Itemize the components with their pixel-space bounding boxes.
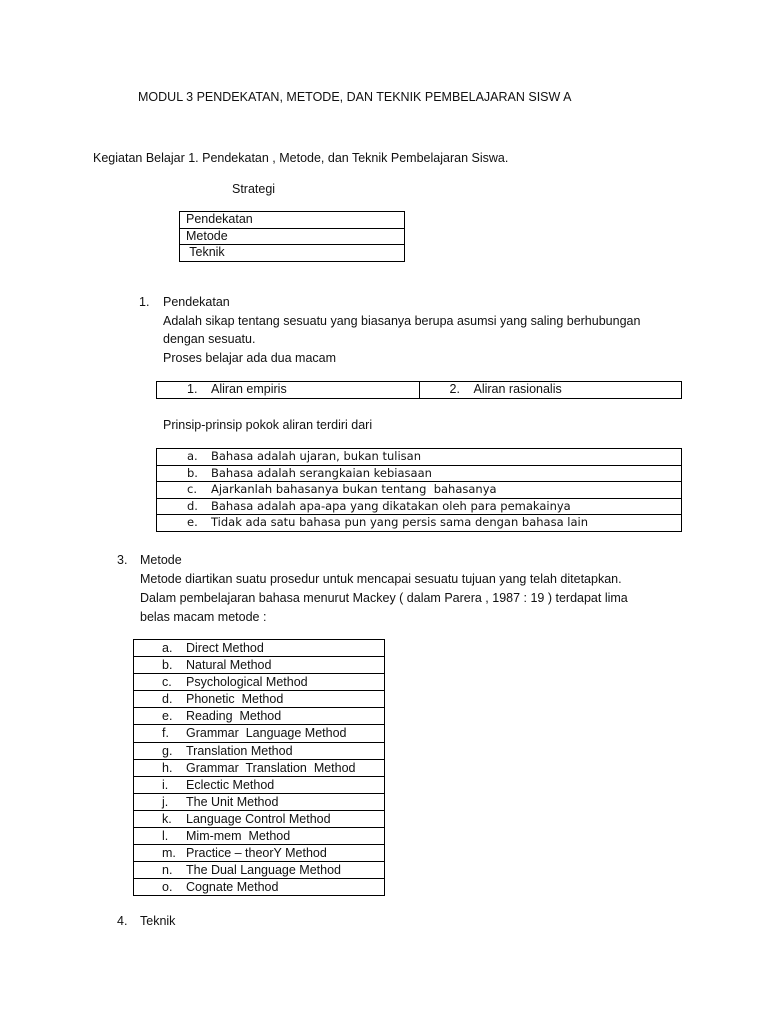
list-letter: h. bbox=[162, 760, 173, 775]
list-letter: g. bbox=[162, 743, 173, 758]
table-row bbox=[134, 810, 385, 827]
metode-line: Dalam pembelajaran bahasa menurut Mackey ( dalam Parera , 1987 : 19 ) terdapat lima bbox=[140, 591, 628, 605]
method-name: Language Control Method bbox=[186, 811, 331, 826]
strategi-heading: Strategi bbox=[232, 182, 276, 196]
proses-text: Proses belajar ada dua macam bbox=[163, 351, 337, 365]
aliran-cell bbox=[419, 382, 682, 399]
table-row bbox=[134, 657, 385, 674]
prinsip-text: Bahasa adalah apa-apa yang dikatakan oleh para pemakainya bbox=[211, 498, 571, 513]
table-row bbox=[134, 674, 385, 691]
aliran-label: Aliran empiris bbox=[211, 382, 287, 396]
activity-heading: Kegiatan Belajar 1. Pendekatan , Metode, dan Teknik Pembelajaran Siswa. bbox=[93, 151, 509, 165]
method-name: Translation Method bbox=[186, 743, 293, 758]
prinsip-text: Tidak ada satu bahasa pun yang persis sama dengan bahasa lain bbox=[211, 515, 589, 529]
method-name: Grammar Language Method bbox=[186, 726, 347, 741]
list-letter: a. bbox=[162, 641, 173, 655]
list-letter: d. bbox=[187, 498, 198, 513]
method-name: Practice – theorY Method bbox=[186, 846, 327, 861]
method-name: Natural Method bbox=[186, 658, 272, 673]
list-letter: e. bbox=[187, 515, 198, 529]
prinsip-table bbox=[156, 448, 682, 532]
list-letter: b. bbox=[187, 465, 198, 480]
section-heading: Teknik bbox=[140, 914, 176, 928]
methods-table bbox=[133, 639, 385, 896]
list-letter: d. bbox=[162, 692, 173, 707]
table-row bbox=[157, 482, 682, 499]
list-letter: f. bbox=[162, 726, 169, 741]
table-row bbox=[134, 708, 385, 725]
document-title: MODUL 3 PENDEKATAN, METODE, DAN TEKNIK PEMBELAJARAN SISW A bbox=[138, 90, 572, 104]
method-name: The Dual Language Method bbox=[186, 863, 341, 878]
list-letter: j. bbox=[162, 794, 169, 809]
section-number: 1. bbox=[139, 295, 150, 309]
method-name: Mim-mem Method bbox=[186, 829, 291, 844]
list-number: 2. bbox=[449, 382, 460, 396]
prinsip-text: Bahasa adalah ujaran, bukan tulisan bbox=[211, 449, 422, 463]
method-name: Eclectic Method bbox=[186, 777, 275, 792]
table-row bbox=[134, 793, 385, 810]
table-row bbox=[134, 879, 385, 896]
table-row bbox=[157, 382, 682, 399]
list-letter: b. bbox=[162, 658, 173, 673]
table-row bbox=[134, 759, 385, 776]
table-row bbox=[134, 640, 385, 657]
table-row bbox=[134, 691, 385, 708]
table-row bbox=[180, 245, 405, 262]
table-row bbox=[134, 828, 385, 845]
strategi-item: Metode bbox=[180, 228, 405, 245]
strategi-item: Pendekatan bbox=[180, 212, 405, 229]
table-row bbox=[157, 449, 682, 466]
aliran-table bbox=[156, 381, 682, 399]
section-number: 4. bbox=[117, 914, 128, 928]
aliran-cell bbox=[157, 382, 420, 399]
section-heading: Pendekatan bbox=[163, 295, 230, 309]
strategi-item: Teknik bbox=[180, 245, 405, 262]
list-letter: k. bbox=[162, 811, 172, 826]
list-letter: c. bbox=[187, 482, 197, 496]
list-letter: n. bbox=[162, 863, 173, 878]
method-name: Phonetic Method bbox=[186, 692, 284, 707]
prinsip-text: Ajarkanlah bahasanya bukan tentang bahasanya bbox=[211, 482, 497, 496]
definition-line: Adalah sikap tentang sesuatu yang biasanya berupa asumsi yang saling berhubungan bbox=[163, 314, 641, 328]
table-row bbox=[180, 228, 405, 245]
method-name: The Unit Method bbox=[186, 794, 279, 809]
method-name: Direct Method bbox=[186, 641, 264, 655]
method-name: Psychological Method bbox=[186, 675, 308, 690]
prinsip-text: Bahasa adalah serangkaian kebiasaan bbox=[211, 465, 432, 480]
definition-line: dengan sesuatu. bbox=[163, 332, 256, 346]
prinsip-heading: Prinsip-prinsip pokok aliran terdiri dari bbox=[163, 418, 373, 432]
list-letter: c. bbox=[162, 675, 172, 690]
method-name: Cognate Method bbox=[186, 880, 279, 895]
section-number: 3. bbox=[117, 553, 128, 567]
table-row bbox=[134, 845, 385, 862]
table-row bbox=[157, 465, 682, 482]
table-row bbox=[180, 212, 405, 229]
list-letter: m. bbox=[162, 846, 176, 861]
list-letter: o. bbox=[162, 880, 173, 895]
metode-line: belas macam metode : bbox=[140, 610, 267, 624]
list-number: 1. bbox=[187, 382, 198, 396]
list-letter: a. bbox=[187, 449, 198, 463]
table-row bbox=[157, 515, 682, 532]
table-row bbox=[134, 776, 385, 793]
list-letter: l. bbox=[162, 829, 169, 844]
section-heading: Metode bbox=[140, 553, 182, 567]
metode-line: Metode diartikan suatu prosedur untuk mencapai sesuatu tujuan yang telah ditetapkan. bbox=[140, 572, 622, 586]
method-name: Reading Method bbox=[186, 709, 282, 724]
table-row bbox=[134, 862, 385, 879]
table-row bbox=[134, 725, 385, 742]
aliran-label: Aliran rasionalis bbox=[473, 382, 562, 396]
strategi-table bbox=[179, 211, 405, 262]
table-row bbox=[157, 498, 682, 515]
method-name: Grammar Translation Method bbox=[186, 760, 356, 775]
list-letter: i. bbox=[162, 777, 169, 792]
list-letter: e. bbox=[162, 709, 173, 724]
table-row bbox=[134, 742, 385, 759]
